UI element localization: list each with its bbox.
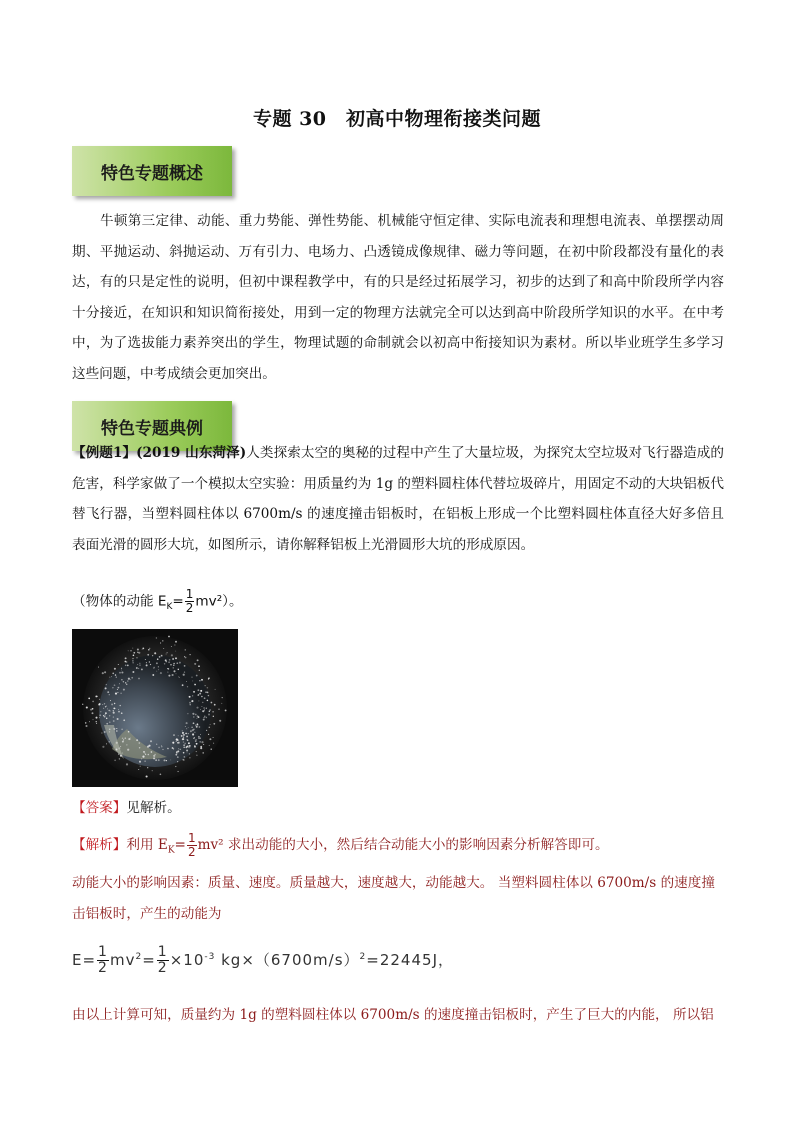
- eq-equals: =: [142, 951, 156, 969]
- kinetic-energy-equation: [72, 945, 454, 976]
- eq-square-2: 2: [359, 952, 367, 962]
- section-label-overview: 特色专题概述: [101, 163, 203, 184]
- section-label-examples: 特色专题典例: [101, 418, 203, 439]
- analysis-fraction: $\frac{1}{2}$: [187, 831, 196, 859]
- answer-label: 【答案】: [72, 800, 127, 816]
- analysis-equals: =: [174, 837, 186, 853]
- kinetic-energy-factors: 动能大小的影响因素：质量、速度。质量越大，速度越大，动能越大。 当塑料圆柱体以 6700m/s 的速度撞击铝板时，产生的动能为: [72, 875, 715, 922]
- conclusion-line: 由以上计算可知，质量约为 1g 的塑料圆柱体以 6700m/s 的速度撞击铝板时，产生了巨大的内能， 所以铝: [72, 1007, 714, 1023]
- hint-subscript: K: [166, 602, 173, 613]
- section-banner-overview: [72, 146, 232, 196]
- analysis-line: [72, 832, 609, 859]
- eq-fraction-1: $\frac{1}{2}$: [98, 944, 108, 976]
- example-text: 人类探索太空的奥秘的过程中产生了大量垃圾，为探究太空垃圾对飞行器造成的危害，科学家做了一个模拟太空实验：用质量约为 1g 的塑料圆柱体代替垃圾碎片，用固定不动的大块铝板代替飞行器，当塑料圆柱体以 6700m/s 的速度撞击铝板时，在铝板上形成一个比塑料圆柱体直径大好多倍且表面光滑的圆形大坑，如图所示，请你解释铝板上光滑圆形大坑的形成原因。: [72, 445, 724, 553]
- analysis-suffix: mv² 求出动能的大小，然后结合动能大小的影响因素分析解答即可。: [197, 837, 609, 853]
- page-title: 专题 30 初高中物理衔接类问题: [252, 108, 542, 130]
- hint-fraction: $\frac{1}{2}$: [185, 587, 194, 615]
- overview-paragraph: 牛顿第三定律、动能、重力势能、弹性势能、机械能守恒定律、实际电流表和理想电流表、单摆摆动周期、平抛运动、斜抛运动、万有引力、电场力、凸透镜成像规律、磁力等问题，在初中阶段都没有量化的表达，有的只是定性的说明，但初中课程教学中，有的只是经过拓展学习，初步的达到了和高中阶段所学内容十分接近，在知识和知识简衔接处，用到一定的物理方法就完全可以达到高中阶段所学知识的水平。在中考中，为了选拔能力素养突出的学生，物理试题的命制就会以初高中衔接知识为素材。所以毕业班学生多学习这些问题，中考成绩会更加突出。: [72, 213, 724, 382]
- eq-times-ten: ×10: [169, 951, 205, 969]
- example-label: 【例题1】: [72, 445, 137, 461]
- analysis-label: 【解析】: [72, 837, 127, 853]
- eq-result: =22445J，: [366, 951, 454, 969]
- hint-equals: =: [172, 593, 184, 610]
- eq-exponent: -3: [204, 952, 216, 962]
- space-debris-earth-image: [72, 629, 238, 787]
- answer-text: 见解析。: [126, 800, 181, 816]
- eq-lhs: E=: [72, 951, 97, 969]
- eq-fraction-2: $\frac{1}{2}$: [157, 944, 168, 976]
- hint-prefix: （物体的动能 E: [72, 593, 167, 610]
- eq-mv: mv: [109, 951, 136, 969]
- analysis-subscript: K: [167, 845, 175, 856]
- eq-tail: kg×（6700m/s）: [215, 951, 360, 969]
- answer-line: [72, 796, 181, 816]
- example-source: (2019 山东菏泽): [136, 445, 247, 461]
- earth-debris-illustration: [72, 629, 238, 787]
- kinetic-energy-hint: [72, 588, 243, 615]
- analysis-prefix: 利用 E: [126, 837, 168, 853]
- hint-suffix: mv²）。: [195, 593, 243, 610]
- example-1-question: [72, 438, 724, 560]
- eq-square: 2: [135, 952, 143, 962]
